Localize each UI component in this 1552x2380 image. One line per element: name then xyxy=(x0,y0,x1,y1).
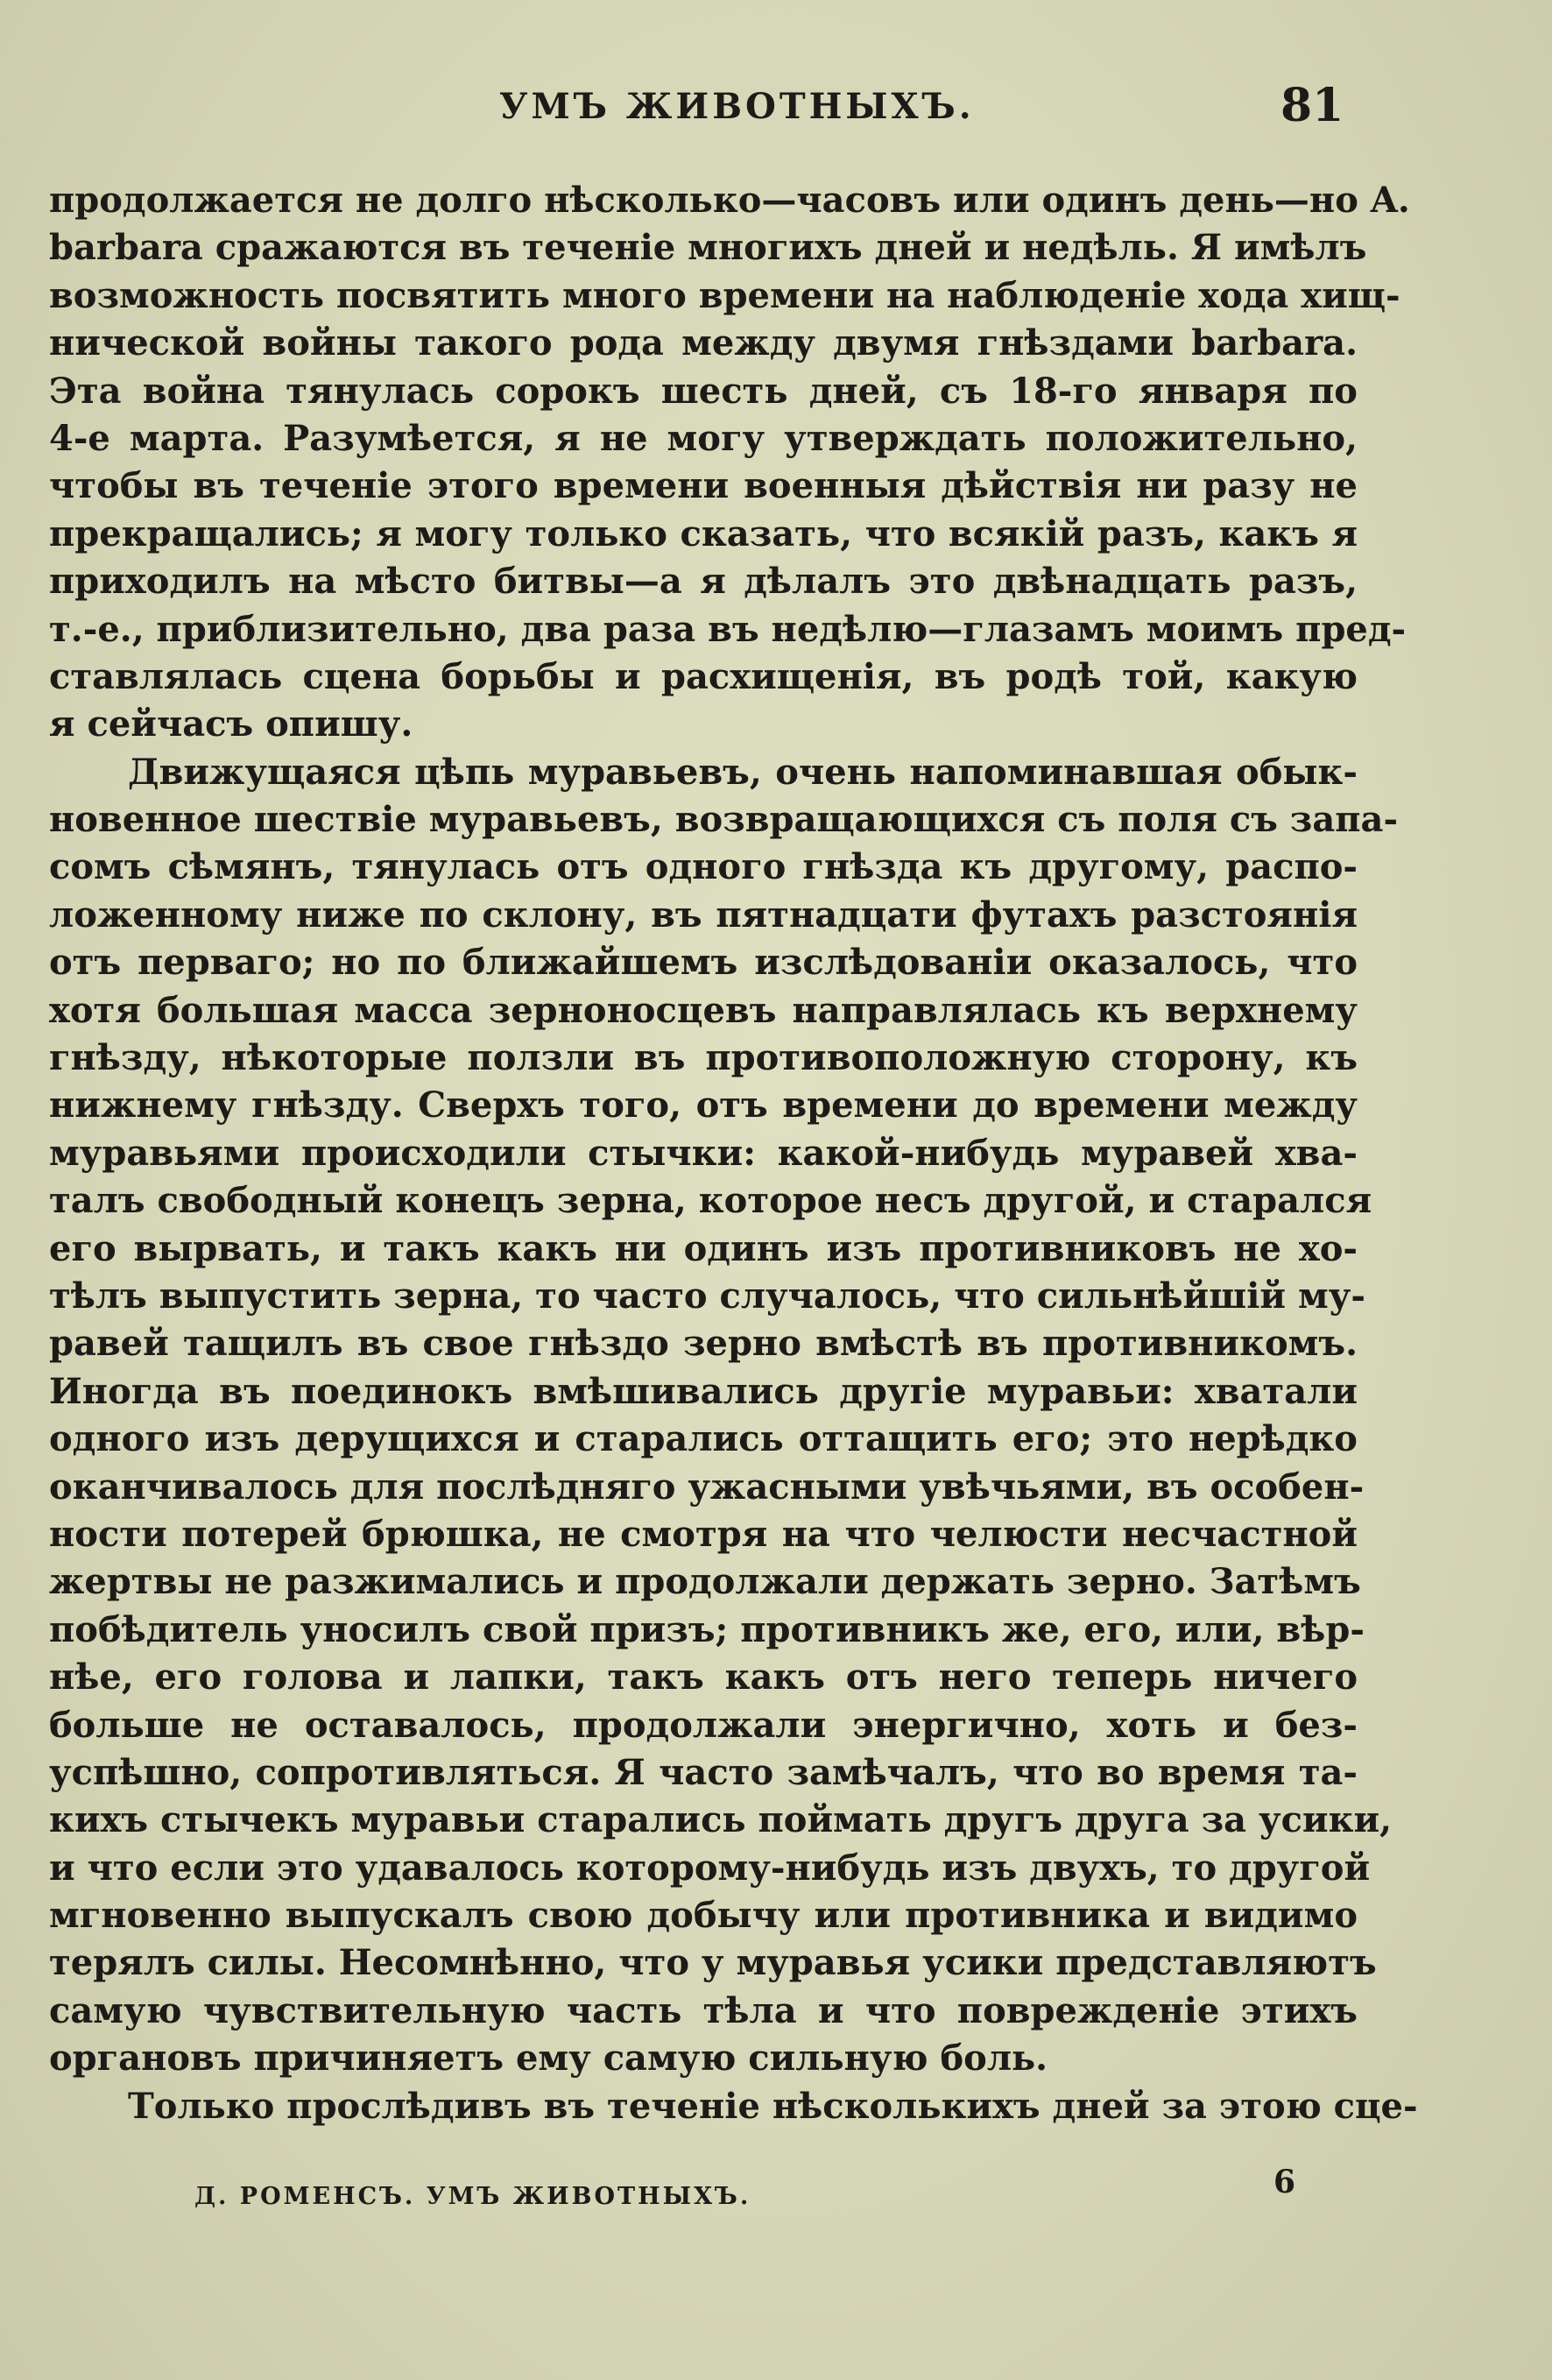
text-line: мгновенно выпускалъ свою добычу или противника и видимо xyxy=(49,1895,1358,1937)
text-line: ложенному ниже по склону, въ пятнадцати футахъ разстоянія xyxy=(49,893,1358,936)
text-line: равей тащилъ въ свое гнѣздо зерно вмѣстѣ въ противникомъ. xyxy=(49,1323,1358,1365)
text-line: нижнему гнѣзду. Сверхъ того, отъ времени до времени между xyxy=(49,1084,1358,1126)
text-line: терялъ силы. Несомнѣнно, что у муравья усики представляютъ xyxy=(49,1942,1377,1984)
text-line: самую чувствительную часть тѣла и что повреждeніе этихъ xyxy=(49,1989,1358,2031)
page-footer xyxy=(0,2164,1552,2216)
text-line: я сейчасъ опишу. xyxy=(49,703,413,745)
text-line: гнѣзду, нѣкоторые ползли въ противоположную сторону, къ xyxy=(49,1037,1358,1079)
running-title: УМЪ ЖИВОТНЫХЪ. xyxy=(499,86,975,127)
body-text xyxy=(49,177,1418,2130)
text-line: новенное шествіе муравьевъ, возвращающихся съ поля съ запа- xyxy=(49,799,1399,841)
text-line: прекращались; я могу только сказать, что всякій разъ, какъ я xyxy=(49,512,1358,554)
text-line: приходилъ на мѣсто битвы—а я дѣлалъ это двѣнадцать разъ, xyxy=(49,561,1358,603)
paragraph-start-line: Только прослѣдивъ въ теченіе нѣсколькихъ дней за этою сце- xyxy=(128,2085,1418,2127)
footer-signature-text: Д. РОМЕНСЪ. УМЪ ЖИВОТНЫХЪ. xyxy=(194,2183,751,2210)
text-line: его вырвать, и такъ какъ ни одинъ изъ противниковъ не хо- xyxy=(49,1227,1358,1269)
text-line: Эта война тянулась сорокъ шесть дней, съ 18-го января по xyxy=(49,370,1358,412)
text-line: нической войны такого рода между двумя гнѣздами barbara. xyxy=(49,322,1358,364)
text-line: 4-е марта. Разумѣется, я не могу утверждать положительно, xyxy=(49,417,1358,459)
text-line: сомъ сѣмянъ, тянулась отъ одного гнѣзда къ другому, распо- xyxy=(49,846,1358,888)
text-line: чтобы въ теченіе этого времени военныя дѣйствія ни разу не xyxy=(49,465,1358,507)
running-head xyxy=(0,79,1552,131)
text-line: продолжается не долго нѣсколько—часовъ или одинъ день—но A. xyxy=(49,180,1410,221)
page-number: 81 xyxy=(1280,79,1344,132)
text-line: одного изъ дерущихся и старались оттащить его; это нерѣдко xyxy=(49,1418,1358,1460)
text-line: и что если это удавалось которому-нибудь изъ двухъ, то другой xyxy=(49,1847,1371,1889)
text-line: талъ свободный конецъ зерна, которое несъ другой, и старался xyxy=(49,1180,1372,1222)
text-line: побѣдитель уносилъ свой призъ; противникъ же, его, или, вѣр- xyxy=(49,1608,1365,1650)
text-line: кихъ стычекъ муравьи старались поймать другъ друга за усики, xyxy=(49,1799,1393,1841)
text-line: хотя большая масса зерноносцевъ направлялась къ верхнему xyxy=(49,989,1358,1031)
text-line: ставлялась сцена борьбы и расхищенія, въ родѣ той, какую xyxy=(49,655,1358,697)
text-line: barbara сражаются въ теченіе многихъ дней и недѣль. Я имѣлъ xyxy=(49,227,1367,269)
text-line: больше не оставалось, продолжали энергично, хоть и без- xyxy=(49,1704,1358,1746)
text-line: ности потерей брюшка, не смотря на что челюсти несчастной xyxy=(49,1513,1358,1555)
text-line: муравьями происходили стычки: какой-нибудь муравей хва- xyxy=(49,1132,1358,1174)
text-line: успѣшно, сопротивляться. Я часто замѣчалъ, что во время та- xyxy=(49,1751,1358,1793)
signature-mark: 6 xyxy=(1273,2164,1296,2200)
text-line: тѣлъ выпустить зерна, то часто случалось, что сильнѣйшій му- xyxy=(49,1275,1365,1317)
text-line: нѣе, его голова и лапки, такъ какъ отъ него теперь ничего xyxy=(49,1656,1358,1698)
paragraph-start-line: Движущаяся цѣпь муравьевъ, очень напоминавшая обык- xyxy=(128,751,1358,793)
text-line: возможность посвятить много времени на наблюденіе хода хищ- xyxy=(49,274,1400,316)
text-line: жертвы не разжимались и продолжали держать зерно. Затѣмъ xyxy=(49,1561,1361,1603)
text-line: Иногда въ поединокъ вмѣшивались другіе муравьи: хватали xyxy=(49,1370,1358,1412)
text-line: органовъ причиняетъ ему самую сильную боль. xyxy=(49,2037,1048,2080)
text-line: отъ перваго; но по ближайшемъ изслѣдованіи оказалось, что xyxy=(49,942,1358,984)
text-line: оканчивалось для послѣдняго ужасными увѣчьями, въ особен- xyxy=(49,1465,1365,1508)
text-line: т.-е., приблизительно, два раза въ недѣлю—глазамъ моимъ пред- xyxy=(49,608,1407,650)
